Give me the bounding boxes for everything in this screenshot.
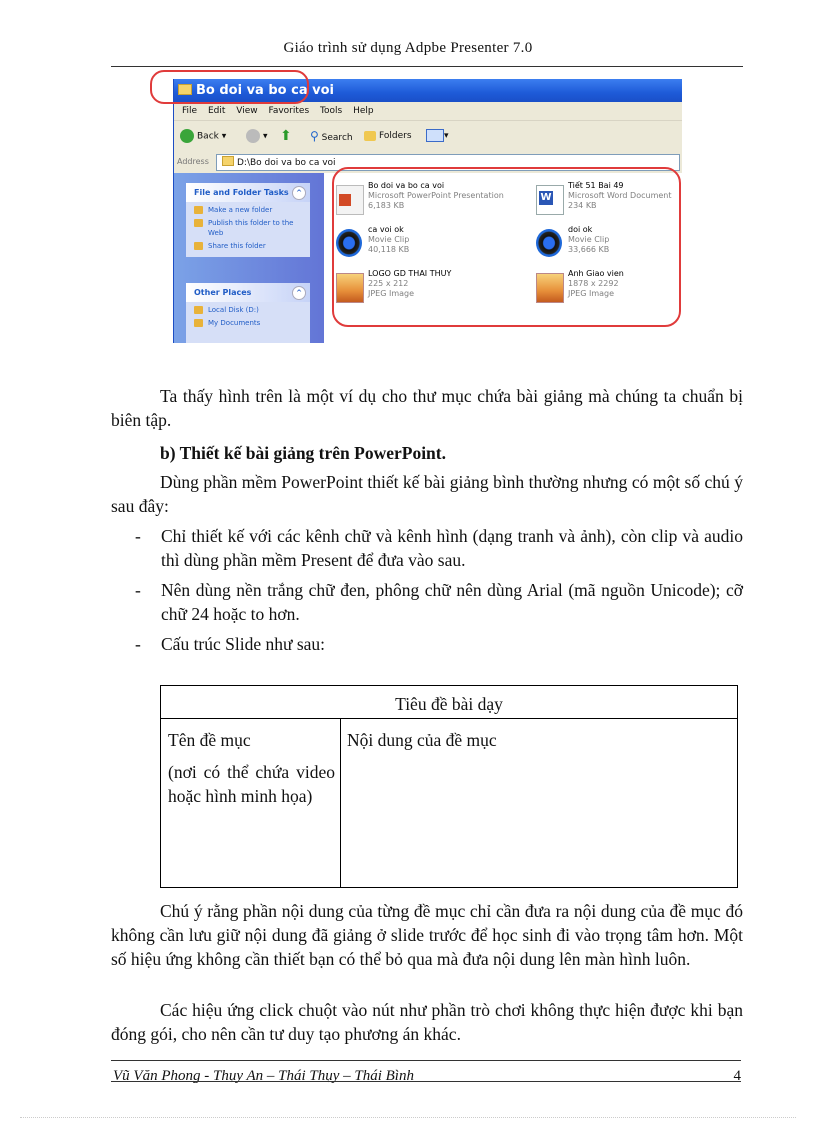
file-size: 40,118 KB: [368, 245, 410, 254]
forward-arrow-icon: [246, 129, 260, 143]
folders-button[interactable]: [364, 129, 412, 143]
bullet-dash: -: [135, 580, 141, 600]
task-item[interactable]: Make a new folder: [186, 205, 310, 215]
table-divider: [340, 718, 341, 888]
views-icon: [426, 129, 444, 142]
file-name: Tiết 51 Bai 49: [568, 181, 624, 190]
views-button[interactable]: ▾: [426, 129, 449, 143]
other-places-panel: [186, 283, 310, 343]
section-title-label: Tên đề mục: [168, 730, 251, 750]
slide-structure-table: [160, 685, 738, 888]
section-heading: b) Thiết kế bài giảng trên PowerPoint.: [160, 443, 446, 463]
folder-icon: [222, 156, 234, 166]
file-size: 6,183 KB: [368, 201, 405, 210]
file-dimensions: 1878 x 2292: [568, 279, 619, 288]
file-size: 234 KB: [568, 201, 597, 210]
menu-edit[interactable]: Edit: [207, 106, 226, 116]
search-icon: ⚲: [310, 129, 319, 143]
file-name: LOGO GD THAI THUY: [368, 269, 452, 278]
place-item[interactable]: My Documents: [186, 318, 310, 328]
address-label: Address: [177, 157, 209, 166]
bullet-dash: -: [135, 634, 141, 654]
paragraph-1: Ta thấy hình trên là một ví dụ cho thư mục chứa bài giảng mà chúng ta chuẩn bị biên tập.: [111, 386, 743, 430]
task-pane: [174, 173, 324, 343]
task-item[interactable]: Publish this folder to the Web: [186, 218, 310, 238]
page-number: 4: [733, 1068, 741, 1084]
place-item[interactable]: Local Disk (D:): [186, 305, 310, 315]
file-type: Movie Clip: [368, 235, 410, 244]
section-note: (nơi có thể chứa video hoặc hình minh họa): [168, 762, 335, 806]
folders-label: Folders: [379, 131, 412, 141]
table-right-cell: Nội dung của đề mục: [347, 730, 497, 750]
paragraph-2: Dùng phần mềm PowerPoint thiết kế bài giảng bình thường nhưng có một số chú ý sau đây:: [111, 472, 743, 516]
address-value: [222, 156, 336, 168]
address-text: D:\Bo doi va bo ca voi: [237, 158, 336, 168]
menu-bar: [174, 102, 682, 121]
file-name: Bo doi va bo ca voi: [368, 181, 445, 190]
bullet-dash: -: [135, 526, 141, 546]
search-label: Search: [321, 133, 353, 143]
address-highlight-ring: [150, 70, 309, 104]
tasks-header[interactable]: File and Folder Tasks ^: [186, 183, 310, 202]
file-size: 33,666 KB: [568, 245, 610, 254]
file-type: Microsoft Word Document: [568, 191, 672, 200]
menu-file[interactable]: File: [182, 106, 198, 116]
file-folder-tasks-panel: [186, 183, 310, 257]
footer-rule: [111, 1060, 741, 1061]
folders-icon: [364, 131, 376, 141]
paragraph-4: Các hiệu ứng click chuột vào nút như phần trò chơi không thực hiện được khi bạn đóng gói, cho nên cần tư duy tạo phương án khác.: [111, 1000, 743, 1044]
file-type: Movie Clip: [568, 235, 610, 244]
file-type: Microsoft PowerPoint Presentation: [368, 191, 504, 200]
window-title: Bo doi va bo ca voi: [196, 83, 334, 98]
file-dimensions: 225 x 212: [368, 279, 409, 288]
header-rule: [111, 66, 743, 67]
menu-tools[interactable]: Tools: [320, 106, 343, 116]
back-label: Back: [197, 131, 219, 142]
bullet-text: Nên dùng nền trắng chữ đen, phông chữ nên dùng Arial (mã nguồn Unicode); cỡ chữ 24 hoặc to hơn.: [161, 580, 743, 624]
bullet-item: [135, 632, 743, 656]
bullet-item: [135, 578, 743, 626]
toolbar: [174, 121, 682, 151]
collapse-icon[interactable]: ^: [292, 186, 306, 200]
search-button[interactable]: [310, 129, 353, 145]
page-footer: [111, 1068, 741, 1085]
table-header-row: [161, 686, 737, 719]
places-header[interactable]: Other Places ^: [186, 283, 310, 302]
footer-author: Vũ Văn Phong - Thụy An – Thái Thụy – Thái Bình: [113, 1068, 414, 1084]
file-name: Anh Giao vien: [568, 269, 624, 278]
page-bottom-dots: [20, 1117, 796, 1118]
file-name: ca voi ok: [368, 225, 404, 234]
up-folder-icon[interactable]: ⬆: [280, 128, 292, 144]
table-left-cell: [168, 728, 335, 808]
page-header: Giáo trình sử dụng Adpbe Presenter 7.0: [283, 40, 533, 56]
file-type: JPEG Image: [568, 289, 615, 298]
bullet-item: [135, 524, 743, 572]
files-highlight-ring: [332, 167, 681, 327]
menu-favorites[interactable]: Favorites: [268, 106, 310, 116]
bullet-text: Chỉ thiết kế với các kênh chữ và kênh hình (dạng tranh và ảnh), còn clip và audio thì dùng phần mềm Present để đưa vào sau.: [161, 526, 743, 570]
menu-view[interactable]: View: [236, 106, 258, 116]
task-item[interactable]: Share this folder: [186, 241, 310, 251]
collapse-icon[interactable]: ^: [292, 286, 306, 300]
menu-help[interactable]: Help: [353, 106, 374, 116]
table-title: Tiêu đề bài dạy: [395, 694, 503, 714]
bullet-text: Cấu trúc Slide như sau:: [161, 634, 326, 654]
file-name: doi ok: [568, 225, 593, 234]
paragraph-3: Chú ý rằng phần nội dung của từng đề mục chỉ cần đưa ra nội dung của đề mục đó không cần lưu giữ nội dung đã giảng ở slide trước để học sinh đi vào trọng tâm hơn. Một số hiệu ứng không cần thiết bạn có thể bỏ qua mà đưa nội dung lên màn hình luôn.: [111, 901, 743, 969]
back-button[interactable]: Back ▾: [180, 129, 226, 144]
footer-underline: [111, 1081, 741, 1082]
file-type: JPEG Image: [368, 289, 415, 298]
forward-button[interactable]: ▾: [246, 129, 268, 144]
back-arrow-icon: [180, 129, 194, 143]
